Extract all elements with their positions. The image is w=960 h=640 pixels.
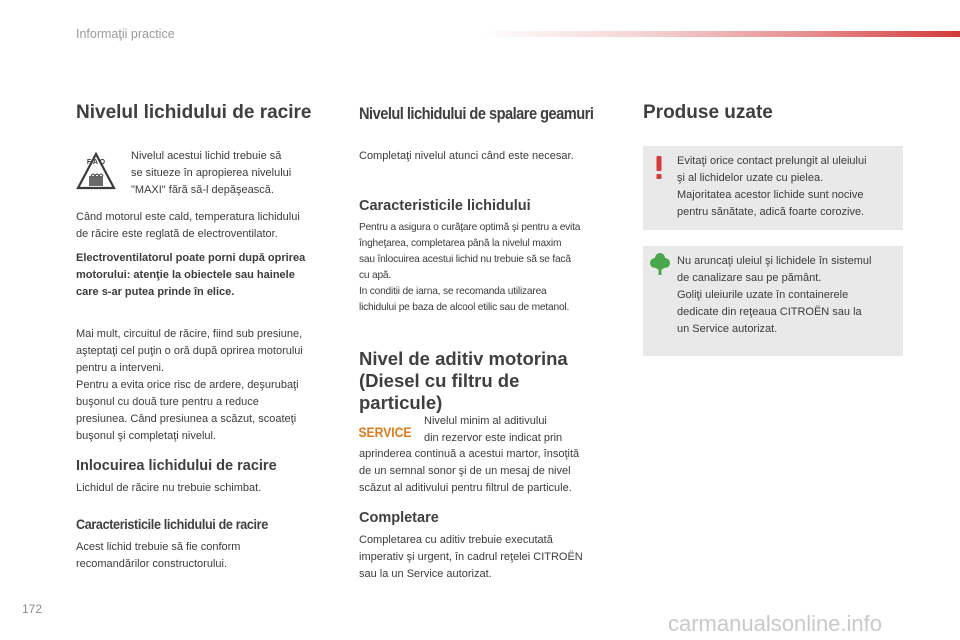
coolant-level-text: Nivelul acestui lichid trebuie să se situeze în apropierea nivelului "MAXI" fără să-l depăşească. bbox=[131, 150, 292, 196]
coolant-replacement-text: Lichidul de răcire nu trebuie schimbat. bbox=[76, 482, 262, 494]
coolant-characteristics-text: Acest lichid trebuie să fie conform recomandărilor constructorului. bbox=[76, 541, 241, 570]
environment-info-text: Nu aruncaţi uleiul şi lichidele în sistemul de canalizare sau pe pământ. Goliţi uleiurile uzate în containerele dedicate din reţeaua CITROËN sau la un Service autorizat. bbox=[677, 255, 872, 335]
heading-washer-fluid: Nivelul lichidului de spalare geamuri bbox=[359, 104, 594, 123]
service-warning-icon bbox=[359, 422, 411, 442]
heading-refill: Completare bbox=[359, 510, 439, 526]
page-number: 172 bbox=[22, 602, 43, 616]
header-accent-bar bbox=[480, 31, 960, 37]
hot-engine-warning-icon bbox=[76, 150, 116, 194]
environment-info-box bbox=[643, 246, 903, 356]
watermark: carmanualsonline.info bbox=[668, 611, 883, 636]
heading-coolant-characteristics: Caracteristicile lichidului de racire bbox=[76, 516, 268, 532]
heading-diesel-additive: Nivel de aditiv motorina (Diesel cu filtru de particule) bbox=[359, 348, 568, 413]
fluid-characteristics-text: Pentru a asigura o curăţare optimă şi pentru a evita îngheţarea, completarea până la nivelul maxim sau înlocuirea acestui lichid nu trebuie să se facă cu apă. In conditii de iarna, se recomanda utilizarea lichidului pe baza de alcool etilic sau de metanol. bbox=[359, 222, 581, 313]
heading-coolant-replacement: Inlocuirea lichidului de racire bbox=[76, 458, 277, 474]
skin-contact-warning-box bbox=[643, 146, 903, 230]
fan-warning-text: Electroventilatorul poate porni după oprirea motorului: atenţie la obiectele sau hainele care s-ar putea prinde în elice. bbox=[76, 252, 306, 298]
refill-text: Completarea cu aditiv trebuie executată imperativ şi urgent, în cadrul reţelei CITROËN sau la un Service autorizat. bbox=[359, 534, 583, 580]
svg-text:F A O: F A O bbox=[86, 159, 106, 166]
service-label: SERVICE bbox=[359, 424, 411, 441]
heading-used-products: Produse uzate bbox=[643, 102, 773, 123]
pressure-warning-text: Mai mult, circuitul de răcire, fiind sub presiune, aşteptaţi cel puţin o oră după oprirea motorului pentru a interveni. Pentru a evita orice risc de ardere, deşurubaţi buşonul cu două ture pentru a reduce presiunea. Când presiunea a scăzut, scoateţi buşonul şi completaţi nivelul. bbox=[76, 328, 303, 442]
additive-level-text-bottom: aprinderea continuă a acestui martor, însoţită de un semnal sonor şi de un mesaj de nivel scăzut al aditivului pentru filtrul de particule. bbox=[359, 448, 580, 494]
coolant-hot-text: Când motorul este cald, temperatura lichidului de răcire este reglată de electroventilator. bbox=[76, 211, 300, 240]
skin-contact-warning-text: Evitaţi orice contact prelungit al uleiului şi al lichidelor uzate cu pielea. Majoritatea acestor lichide sunt nocive pentru sănătate, adică foarte corozive. bbox=[677, 155, 867, 218]
tree-icon bbox=[649, 252, 671, 276]
exclamation-icon bbox=[651, 154, 667, 180]
washer-fluid-intro: Completaţi nivelul atunci când este necesar. bbox=[359, 150, 574, 162]
additive-level-text-top: Nivelul minim al aditivului din rezervor este indicat prin bbox=[424, 415, 563, 444]
page-header-title: Informaţii practice bbox=[76, 27, 175, 41]
heading-coolant-level: Nivelul lichidului de racire bbox=[76, 102, 312, 123]
heading-fluid-characteristics: Caracteristicile lichidului bbox=[359, 198, 531, 214]
